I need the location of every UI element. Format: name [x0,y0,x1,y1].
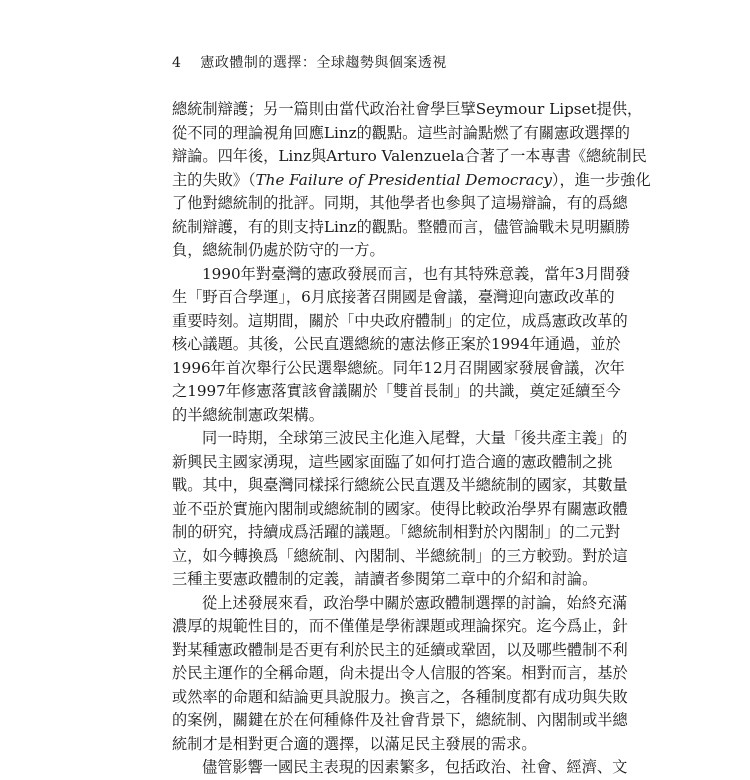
text-line: 重要時刻。這期間，關於「中央政府體制」的定位，成爲憲政改革的 [172,311,628,330]
text-line: 戰。其中，與臺灣同樣採行總統公民直選及半總統制的國家，其數量 [172,476,628,494]
text-line: 統制才是相對更合適的選擇，以滿足民主發展的需求。 [172,734,537,753]
text-line: 的半總統制憲政架構。 [172,405,324,424]
text-line: 負，總統制仍處於防守的一方。 [172,241,385,259]
text-line: 總統制辯護；另一篇則由當代政治社會學巨擘Seymour Lipset提供， [172,100,643,118]
text-line: 從上述發展來看，政治學中關於憲政體制選擇的討論，始終充滿 [202,593,628,612]
text-line: 從不同的理論視角回應Linz的觀點。這些討論點燃了有關憲政選擇的 [172,123,630,142]
running-header [172,52,447,72]
text-line: 新興民主國家湧現，這些國家面臨了如何打造合適的憲政體制之挑 [172,452,613,471]
text-line: 統制辯護，有的則支持Linz的觀點。整體而言，儘管論戰未見明顯勝 [172,217,630,236]
text-line: 生「野百合學運」，6月底接著召開國是會議，臺灣迎向憲政改革的 [172,288,615,306]
text-line: 濃厚的規範性目的，而不僅僅是學術課題或理論探究。迄今爲止，針 [172,617,628,635]
text-line: 三種主要憲政體制的定義，請讀者參閱第二章中的介紹和討論。 [172,570,598,588]
text-line [172,169,651,193]
book-title-english: The Failure of Presidential Democracy [255,170,552,189]
body-text [172,98,651,780]
text-line: 並不亞於實施內閣制或總統制的國家。使得比較政治學界有關憲政體 [172,499,628,518]
text-line: 儘管影響一國民主表現的因素繁多，包括政治、社會、經濟、文 [202,758,628,776]
text-line: 立，如今轉換爲「總統制、內閣制、半總統制」的三方較勁。對於這 [172,546,628,565]
page-number: 4 [172,55,182,71]
book-title: 憲政體制的選擇：全球趨勢與個案透視 [200,55,447,71]
text-line: 或然率的命題和結論更具說服力。換言之，各種制度都有成功與失敗 [172,687,628,706]
text-line: 的案例，關鍵在於在何種條件及社會背景下，總統制、內閣制或半總 [172,711,628,729]
text-line: 制的研究，持續成爲活躍的議題。「總統制相對於內閣制」的二元對 [172,523,621,541]
text-line: 對某種憲政體制是否更有利於民主的延續或鞏固，以及哪些體制不利 [172,640,628,659]
text-line: 1996年首次舉行公民選舉總統。同年12月召開國家發展會議，次年 [172,358,625,377]
text-line: 之1997年修憲落實該會議關於「雙首長制」的共識，奠定延續至今 [172,382,621,400]
text-segment: ），進一步強化 [551,170,651,189]
text-line: 核心議題。其後，公民直選總統的憲法修正案於1994年通過，並於 [172,335,621,353]
text-line: 了他對總統制的批評。同期，其他學者也參與了這場辯論，有的爲總 [172,194,628,212]
text-line: 1990年對臺灣的憲政發展而言，也有其特殊意義，當年3月間發 [202,264,631,283]
text-segment: 主的失敗》（ [172,170,256,189]
text-line: 同一時期，全球第三波民主化進入尾聲，大量「後共產主義」的 [202,429,628,447]
text-line: 辯論。四年後，Linz與Arturo Valenzuela合著了一本專書《總統制民 [172,147,647,165]
text-line: 於民主運作的全稱命題，尙未提出令人信服的答案。相對而言，基於 [172,664,628,682]
